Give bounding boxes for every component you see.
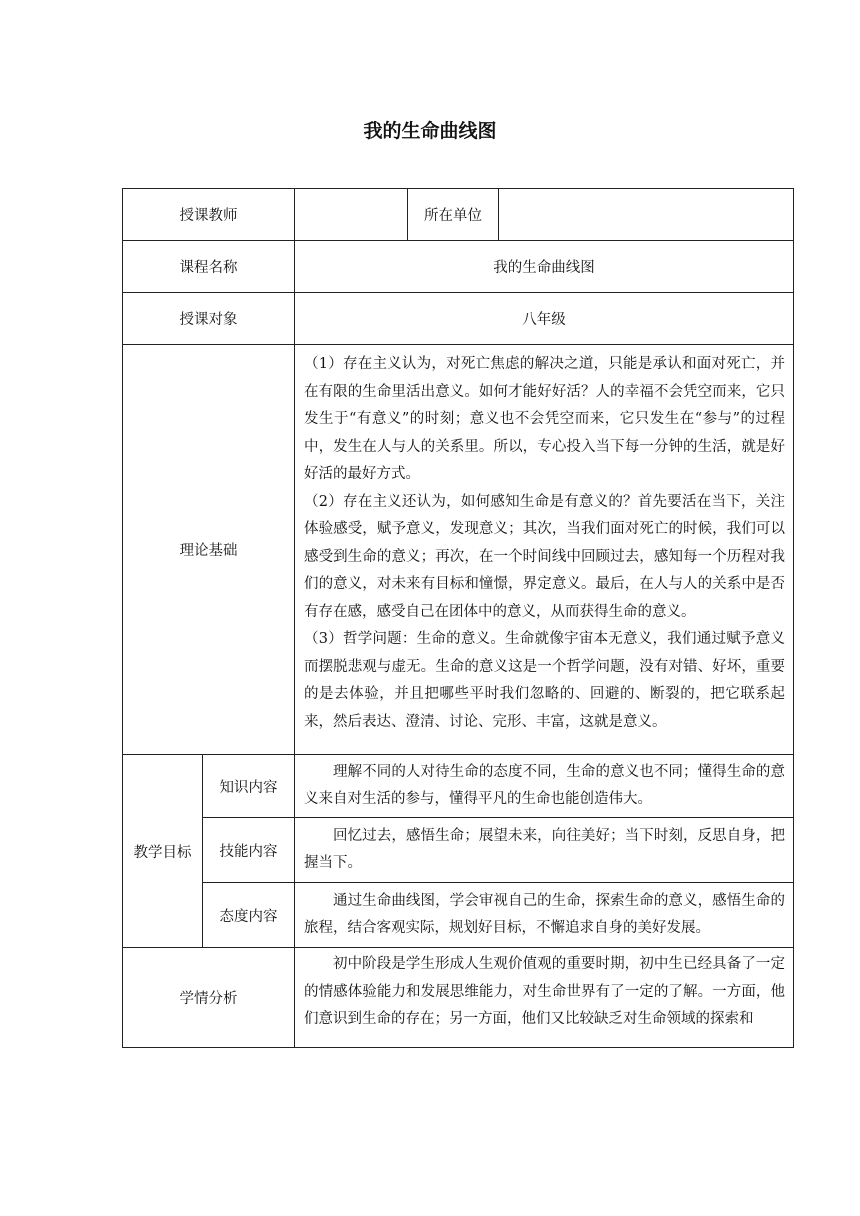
goal-label-skill: 技能内容	[203, 818, 295, 883]
goals-label: 教学目标	[123, 755, 203, 948]
course-value: 我的生命曲线图	[295, 241, 794, 293]
goal-text-attitude: 通过生命曲线图，学会审视自己的生命，探索生命的意义，感悟生命的旅程，结合客观实际，规划好目标，不懈追求自身的美好发展。	[295, 883, 794, 948]
audience-label: 授课对象	[123, 293, 295, 345]
analysis-row	[123, 948, 794, 1048]
goal-row-skill	[123, 818, 794, 883]
goal-label-knowledge: 知识内容	[203, 755, 295, 818]
goal-text-knowledge: 理解不同的人对待生命的态度不同，生命的意义也不同；懂得生命的意义来自对生活的参与，懂得平凡的生命也能创造伟大。	[295, 755, 794, 818]
theory-content	[295, 345, 794, 755]
goal-text-skill: 回忆过去，感悟生命；展望未来，向往美好；当下时刻，反思自身，把握当下。	[295, 818, 794, 883]
analysis-text: 初中阶段是学生形成人生观价值观的重要时期，初中生已经具备了一定的情感体验能力和发展思维能力，对生命世界有了一定的了解。一方面，他们意识到生命的存在；另一方面，他们又比较缺乏对生命领域的探索和	[304, 956, 785, 1027]
course-label: 课程名称	[123, 241, 295, 293]
audience-value: 八年级	[295, 293, 794, 345]
analysis-label: 学情分析	[123, 948, 295, 1048]
teacher-row	[123, 189, 794, 241]
document-title: 我的生命曲线图	[363, 120, 497, 142]
teacher-value	[295, 189, 408, 241]
theory-paragraph-3: （3）哲学问题：生命的意义。生命就像宇宙本无意义，我们通过赋予意义而摆脱悲观与虚无。生命的意义这是一个哲学问题，没有对错、好坏，重要的是去体验，并且把哪些平时我们忽略的、回避的、断裂的，把它联系起来，然后表达、澄清、讨论、完形、丰富，这就是意义。	[304, 631, 785, 730]
theory-label: 理论基础	[123, 345, 295, 755]
goal-row-knowledge	[123, 755, 794, 818]
unit-label: 所在单位	[408, 189, 499, 241]
theory-row	[123, 345, 794, 755]
analysis-content	[295, 948, 794, 1048]
theory-paragraph-2: （2）存在主义还认为，如何感知生命是有意义的？首先要活在当下，关注体验感受，赋予意义，发现意义；其次，当我们面对死亡的时候，我们可以感受到生命的意义；再次，在一个时间线中回顾过去，感知每一个历程对我们的意义，对未来有目标和憧憬，界定意义。最后，在人与人的关系中是否有存在感，感受自己在团体中的意义，从而获得生命的意义。	[304, 493, 785, 620]
goal-label-attitude: 态度内容	[203, 883, 295, 948]
lesson-plan-table	[122, 188, 794, 1048]
course-row	[123, 241, 794, 293]
unit-value	[499, 189, 794, 241]
goal-row-attitude	[123, 883, 794, 948]
teacher-label: 授课教师	[123, 189, 295, 241]
audience-row	[123, 293, 794, 345]
theory-paragraph-1: （1）存在主义认为，对死亡焦虑的解决之道，只能是承认和面对死亡，并在有限的生命里活出意义。如何才能好好活？人的幸福不会凭空而来，它只发生于“有意义”的时刻；意义也不会凭空而来，它只发生在“参与”的过程中，发生在人与人的关系里。所以，专心投入当下每一分钟的生活，就是好好活的最好方式。	[304, 356, 785, 482]
